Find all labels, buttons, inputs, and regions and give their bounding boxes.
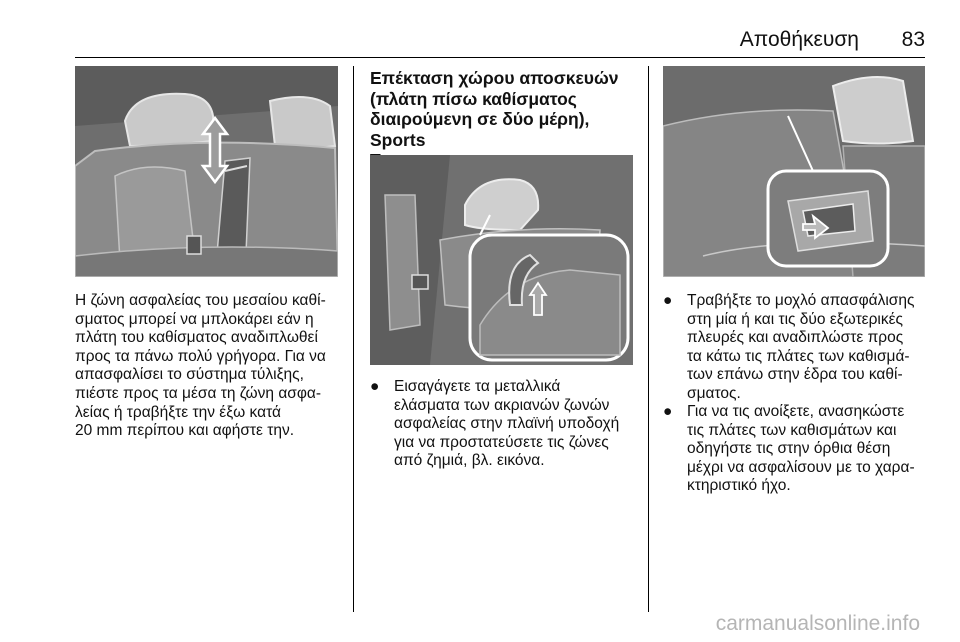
text-line: απασφαλίσει το σύστημα τύλιξης, bbox=[75, 366, 304, 384]
text-line: από ζημιά, βλ. εικόνα. bbox=[394, 452, 545, 470]
text-line: λείας ή τραβήξτε την έξω κατά bbox=[75, 403, 281, 421]
text-line: Τραβήξτε το μοχλό απασφάλισης bbox=[687, 292, 915, 309]
bullet-marker: ● bbox=[370, 378, 380, 395]
bullet-marker: ● bbox=[663, 292, 673, 309]
text-line: για να προστατεύσετε τις ζώνες bbox=[394, 433, 609, 451]
text-line: πλευρές και αναδιπλώστε προς bbox=[687, 329, 904, 347]
figure-release-lever bbox=[663, 66, 925, 277]
text-line: 20 mm περίπου και αφήστε την. bbox=[75, 422, 295, 440]
text-line: Η ζώνη ασφαλείας του μεσαίου καθί‐ bbox=[75, 292, 326, 309]
heading-line: διαιρούμενη σε δύο μέρη), Sports bbox=[370, 109, 590, 150]
text-line: ελάσματα των ακριανών ζωνών bbox=[394, 396, 610, 414]
list-item bbox=[663, 403, 928, 503]
heading-line: (πλάτη πίσω καθίσματος bbox=[370, 88, 577, 109]
text-line: σματος μπορεί να μπλοκάρει εάν η bbox=[75, 310, 314, 328]
bullet-marker: ● bbox=[663, 403, 673, 420]
figure-middle-seat-belt bbox=[75, 66, 338, 277]
text-line: μέχρι να ασφαλίσουν με το χαρα‐ bbox=[687, 458, 915, 476]
text-line: τις πλάτες των καθισμάτων και bbox=[687, 421, 897, 439]
middle-belt-paragraph bbox=[75, 292, 345, 441]
text-line: πλάτη του καθίσματος αναδιπλωθεί bbox=[75, 329, 318, 347]
watermark: carmanualsonline.info bbox=[715, 612, 920, 635]
column-divider-1 bbox=[353, 66, 354, 612]
text-line: σματος. bbox=[687, 384, 741, 402]
list-item bbox=[663, 292, 928, 407]
text-line: οδηγήστε τις στην όρθια θέση bbox=[687, 440, 891, 458]
text-line: Εισαγάγετε τα μεταλλικά bbox=[394, 378, 561, 395]
text-line: των επάνω στην έδρα του καθί‐ bbox=[687, 366, 903, 384]
column-divider-2 bbox=[648, 66, 649, 612]
text-line: Για να τις ανοίξετε, ανασηκώστε bbox=[687, 403, 905, 420]
text-line: προς τα πάνω πολύ γρήγορα. Για να bbox=[75, 347, 326, 365]
heading-line: Επέκταση χώρου αποσκευών bbox=[370, 68, 619, 88]
section-title: Αποθήκευση bbox=[739, 28, 859, 51]
text-line: τα κάτω τις πλάτες των καθισμά‐ bbox=[687, 347, 910, 365]
header-rule bbox=[75, 57, 925, 58]
figure-belt-slot bbox=[370, 155, 633, 365]
text-line: ασφαλείας στην πλαϊνή υποδοχή bbox=[394, 415, 620, 433]
page-header bbox=[75, 26, 925, 54]
text-line: στη μία ή και τις δύο εξωτερικές bbox=[687, 310, 903, 328]
page-number: 83 bbox=[901, 28, 925, 51]
list-item bbox=[370, 378, 640, 478]
text-line: κτηριστικό ήχο. bbox=[687, 477, 791, 495]
text-line: πιέστε προς τα μέσα τη ζώνη ασφα‐ bbox=[75, 384, 322, 402]
